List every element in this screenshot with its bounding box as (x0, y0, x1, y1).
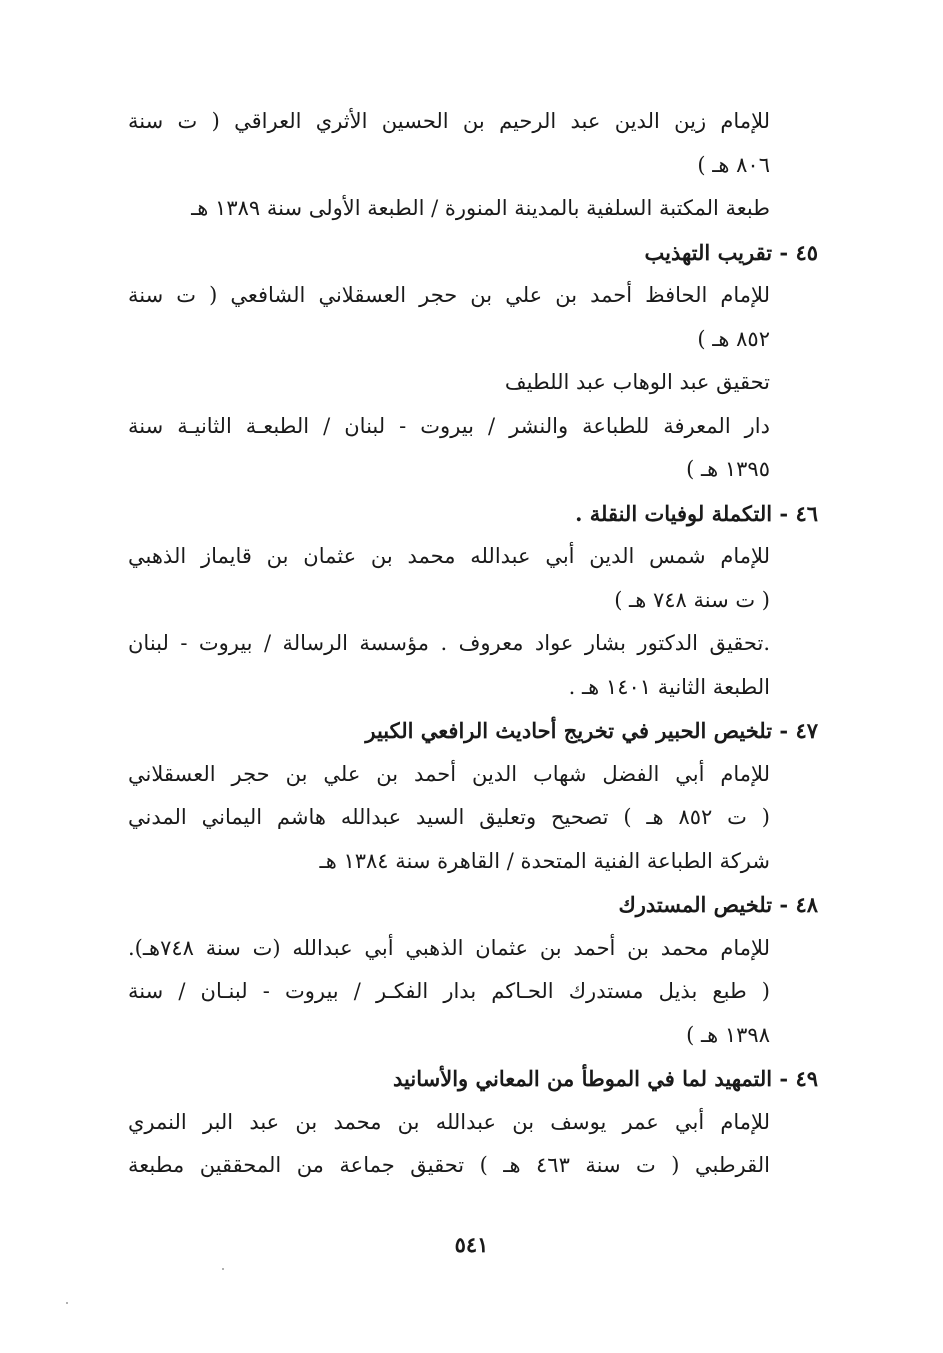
entry-line: .تحقيق الدكتور بشار عواد معروف . مؤسسة الرسالة / بيروت - لبنان (128, 631, 770, 655)
entry-heading-45: ٤٥ - تقريب التهذيب (644, 239, 818, 265)
bibliography-text (128, 100, 818, 1188)
entry-line: للإمام شمس الدين أبي عبدالله محمد بن عثمان بن قايماز الذهبي (128, 544, 770, 568)
entry-heading-48: ٤٨ - تلخيص المستدرك (618, 892, 818, 917)
scan-speck (222, 1268, 224, 1270)
entry-line: ٨٥٢ هـ ) (697, 326, 770, 351)
entry-line: للإمام الحافظ أحمد بن علي بن حجر العسقلاني الشافعي ( ت سنة (128, 283, 770, 307)
entry-line: شركة الطباعة الفنية المتحدة / القاهرة سنة ١٣٨٤ هـ (319, 848, 770, 873)
entry-line: تحقيق عبد الوهاب عبد اللطيف (504, 370, 770, 394)
entry-line: ( ت سنة ٧٤٨ هـ ) (614, 587, 770, 612)
entry-heading-49: ٤٩ - التمهيد لما في الموطأ من المعاني والأسانيد (393, 1066, 818, 1091)
entry-line: دار المعرفة للطباعة والنشر / بيروت - لبنان / الطبعـة الثانيـة سنة (128, 413, 770, 438)
entry-line: القرطبي ( ت سنة ٤٦٣ هـ ) تحقيق جماعة من المحققين مطبعة (128, 1153, 770, 1177)
entry-line: للإمام أبي عمر يوسف بن عبدالله بن محمد بن عبد البر النمري (128, 1109, 770, 1134)
entry-line: ٨٠٦ هـ ) (697, 152, 770, 177)
entry-line: للإمام محمد بن أحمد بن عثمان الذهبي أبي عبدالله (ت سنة ٧٤٨هـ). (128, 935, 770, 960)
entry-heading-47: ٤٧ - تلخيص الحبير في تخريج أحاديث الرافعي الكبير (365, 718, 818, 743)
scan-speck (66, 1302, 68, 1304)
entry-heading-46: ٤٦ - التكملة لوفيات النقلة . (575, 500, 818, 526)
entry-line: ١٣٩٨ هـ ) (686, 1022, 770, 1047)
entry-line: ( ت ٨٥٢ هـ ) تصحيح وتعليق السيد عبدالله هاشم اليماني المدني (128, 805, 770, 829)
entry-line: للإمام زين الدين عبد الرحيم بن الحسين الأثري العراقي ( ت سنة (128, 109, 770, 133)
entry-line: ( طبع بذيل مستدرك الحـاكم بدار الفكـر / بيروت - لبنـان / سنة (128, 979, 770, 1003)
page-number: ٥٤١ (454, 1232, 489, 1257)
entry-line: طبعة المكتبة السلفية بالمدينة المنورة / الطبعة الأولى سنة ١٣٨٩ هـ (191, 196, 770, 220)
entry-line: ١٣٩٥ هـ ) (686, 457, 770, 481)
entry-line: للإمام أبي الفضل شهاب الدين أحمد بن علي بن حجر العسقلاني (128, 761, 770, 786)
entry-line: الطبعة الثانية ١٤٠١ هـ . (568, 674, 770, 699)
